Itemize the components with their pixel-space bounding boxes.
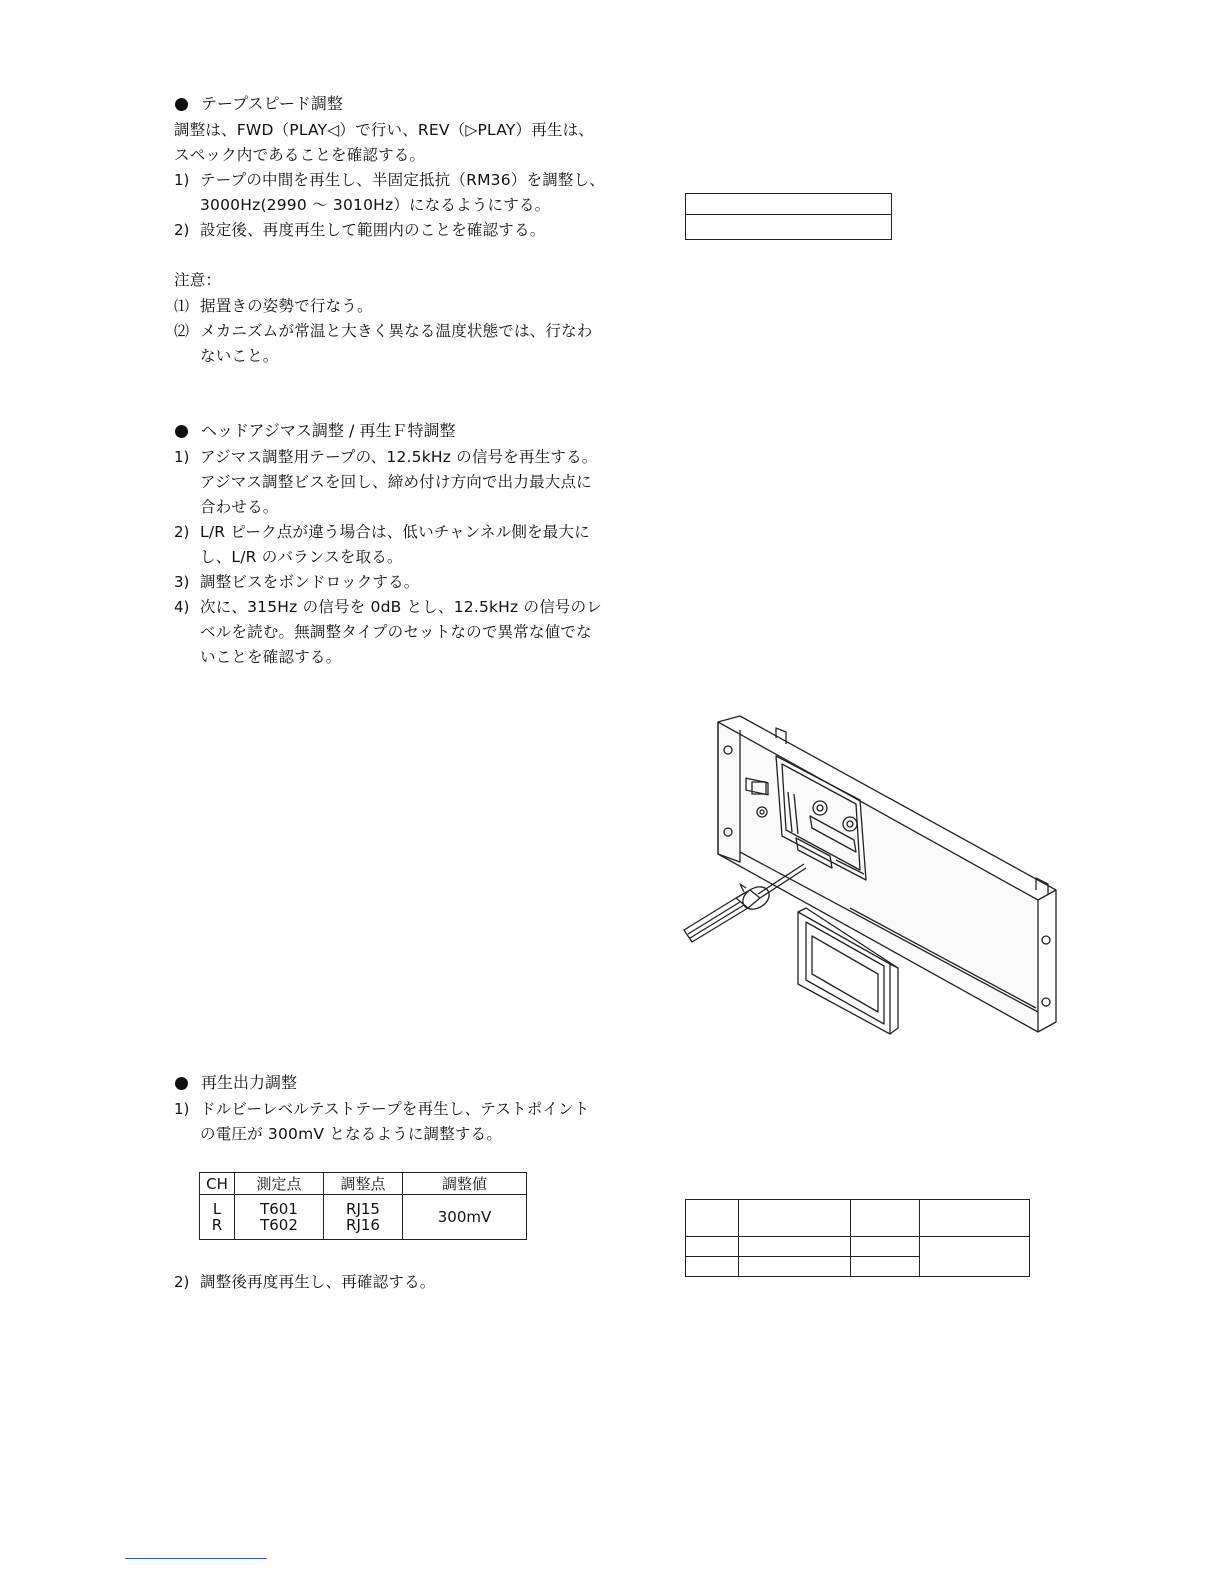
table-cell-value: 300mV bbox=[403, 1195, 527, 1240]
section-heading-head-azimuth: ヘッドアジマス調整 / 再生Ｆ特調整 bbox=[201, 421, 456, 440]
step-line: し、L/R のバランスを取る。 bbox=[200, 548, 403, 566]
note-label: 注意： bbox=[174, 271, 222, 289]
table-cell bbox=[686, 1257, 739, 1277]
step-number: 1) bbox=[174, 1100, 190, 1118]
table-cell-channels bbox=[200, 1195, 235, 1240]
step-number: 3) bbox=[174, 573, 190, 591]
table-cell bbox=[920, 1237, 1030, 1277]
step-line: 合わせる。 bbox=[200, 498, 279, 516]
table-cell bbox=[686, 1200, 739, 1237]
note-line: ないこと。 bbox=[200, 347, 279, 365]
step-line: ベルを読む。無調整タイプのセットなので異常な値でな bbox=[200, 623, 592, 641]
step-number: 2) bbox=[174, 1273, 190, 1291]
step-number: 4) bbox=[174, 598, 190, 616]
note-number: ⑴ bbox=[174, 297, 190, 315]
channel-r: R bbox=[211, 1216, 223, 1234]
footer-rule bbox=[125, 1558, 267, 1559]
step-number: 2) bbox=[174, 523, 190, 541]
intro-line-1: 調整は、FWD（PLAY◁）で行い、REV（▷PLAY）再生は、 bbox=[174, 121, 594, 139]
table-cell-measure-points bbox=[235, 1195, 324, 1240]
table-cell bbox=[920, 1200, 1030, 1237]
bullet-icon bbox=[175, 1077, 188, 1090]
section-heading-tape-speed: テープスピード調整 bbox=[201, 94, 343, 113]
empty-table-top bbox=[685, 193, 892, 240]
table-cell bbox=[739, 1200, 851, 1237]
step-line: 調整ビスをボンドロックする。 bbox=[200, 573, 420, 591]
table-header-measure-point: 測定点 bbox=[235, 1173, 324, 1195]
table-header-adjust-value: 調整値 bbox=[403, 1173, 527, 1195]
empty-table-bottom bbox=[685, 1199, 1030, 1277]
step-line: アジマス調整用テープの、12.5kHz の信号を再生する。 bbox=[200, 448, 598, 466]
table-cell bbox=[851, 1200, 920, 1237]
step-number: 1) bbox=[174, 171, 190, 189]
measure-point-l: T601 bbox=[260, 1200, 298, 1218]
table-cell bbox=[739, 1257, 851, 1277]
table-cell bbox=[739, 1237, 851, 1257]
bullet-icon bbox=[175, 98, 188, 111]
step-line: 設定後、再度再生して範囲内のことを確認する。 bbox=[200, 221, 546, 239]
table-cell bbox=[686, 215, 892, 240]
section-heading-playback-output: 再生出力調整 bbox=[201, 1073, 298, 1092]
measure-point-r: T602 bbox=[260, 1216, 298, 1234]
table-cell bbox=[686, 194, 892, 215]
intro-line-2: スペック内であることを確認する。 bbox=[174, 146, 426, 164]
deck-adjustment-illustration bbox=[670, 712, 1070, 1052]
step-line: 調整後再度再生し、再確認する。 bbox=[200, 1273, 436, 1291]
step-line: いことを確認する。 bbox=[200, 648, 342, 666]
table-header-adjust-point: 調整点 bbox=[324, 1173, 403, 1195]
step-number: 1) bbox=[174, 448, 190, 466]
step-line: 3000Hz(2990 ～ 3010Hz）になるようにする。 bbox=[200, 196, 551, 214]
table-cell bbox=[686, 1237, 739, 1257]
channel-l: L bbox=[212, 1200, 222, 1218]
note-line: 据置きの姿勢で行なう。 bbox=[200, 297, 373, 315]
step-line: L/R ピーク点が違う場合は、低いチャンネル側を最大に bbox=[200, 523, 590, 541]
note-line: メカニズムが常温と大きく異なる温度状態では、行なわ bbox=[200, 322, 593, 340]
step-number: 2) bbox=[174, 221, 190, 239]
table-header-ch: CH bbox=[200, 1173, 235, 1195]
adjust-point-l: RJ15 bbox=[346, 1200, 380, 1218]
note-number: ⑵ bbox=[174, 322, 190, 340]
step-line: 次に、315Hz の信号を 0dB とし、12.5kHz の信号のレ bbox=[200, 598, 602, 616]
adjustment-table bbox=[199, 1172, 527, 1240]
step-line: ドルビーレベルテストテープを再生し、テストポイント bbox=[200, 1100, 590, 1118]
bullet-icon bbox=[175, 425, 188, 438]
adjust-point-r: RJ16 bbox=[346, 1216, 380, 1234]
step-line: テープの中間を再生し、半固定抵抗（RM36）を調整し、 bbox=[200, 171, 605, 189]
step-line: アジマス調整ビスを回し、締め付け方向で出力最大点に bbox=[200, 473, 592, 491]
table-cell bbox=[851, 1237, 920, 1257]
step-line: の電圧が 300mV となるように調整する。 bbox=[200, 1125, 503, 1143]
table-cell bbox=[851, 1257, 920, 1277]
table-cell-adjust-points bbox=[324, 1195, 403, 1240]
